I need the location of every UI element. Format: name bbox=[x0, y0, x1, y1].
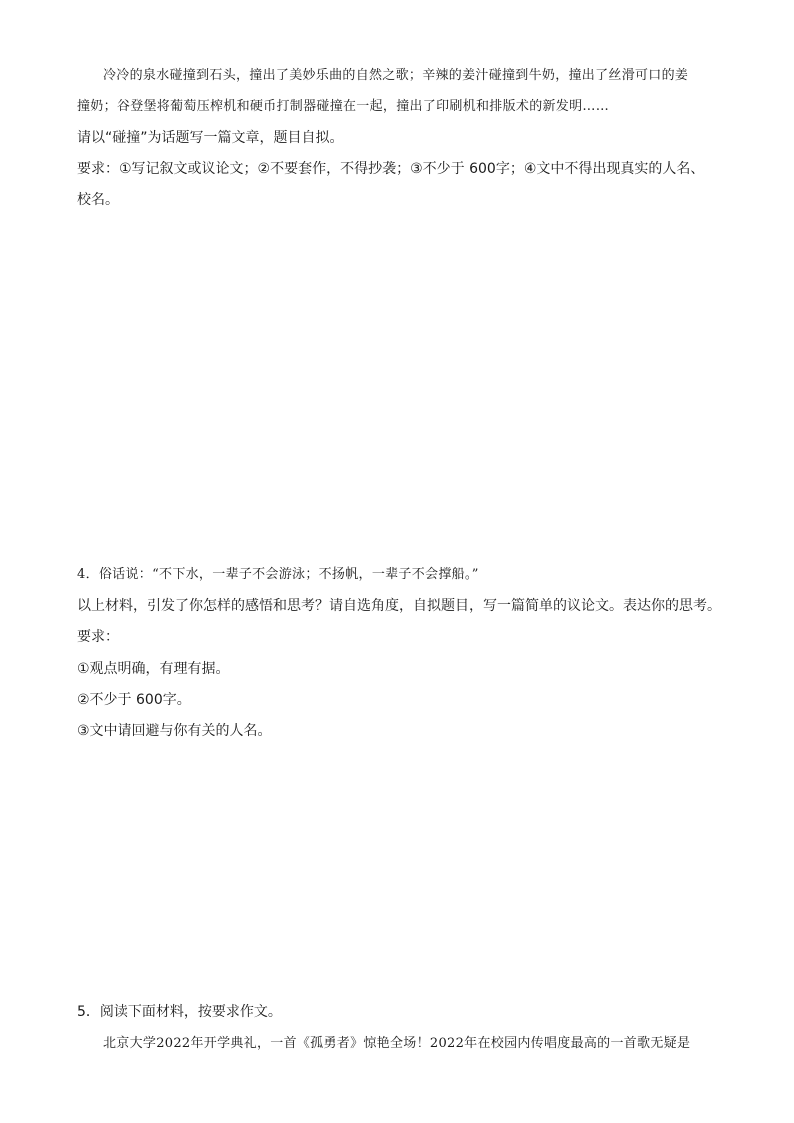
q4-requirement-3: ③文中请回避与你有关的人名。 bbox=[77, 723, 272, 739]
q3-material-line1: 冷冷的泉水碰撞到石头，撞出了美妙乐曲的自然之歌；辛辣的姜汁碰撞到牛奶，撞出了丝滑可口的姜 bbox=[103, 68, 689, 83]
q4-prompt: 以上材料，引发了你怎样的感悟和思考？请自选角度，自拟题目，写一篇简单的议论文。表达你的思考。 bbox=[77, 598, 721, 614]
q3-prompt: 请以“碰撞”为话题写一篇文章，题目自拟。 bbox=[77, 130, 344, 146]
q4-requirement-2: ②不少于 600字。 bbox=[77, 692, 191, 708]
q4-requirement-1: ①观点明确，有理有据。 bbox=[77, 661, 230, 677]
q5-material-line1: 北京大学2022年开学典礼，一首《孤勇者》惊艳全场！2022年在校园内传唱度最高的一首歌无疑是 bbox=[103, 1036, 691, 1051]
q3-material-line2: 撞奶；谷登堡将葡萄压榨机和硬币打制器碰撞在一起，撞出了印刷机和排版术的新发明…… bbox=[77, 99, 610, 114]
q4-heading: 4．俗话说：“不下水，一辈子不会游泳；不扬帆，一辈子不会撑船。” bbox=[77, 567, 479, 582]
q4-requirements-label: 要求： bbox=[77, 629, 119, 645]
q3-requirements-line1: 要求：①写记叙文或议论文；②不要套作，不得抄袭；③不少于 600字；④文中不得出现真实的人名、 bbox=[77, 161, 705, 177]
q5-heading: 5．阅读下面材料，按要求作文。 bbox=[77, 1004, 282, 1020]
q3-requirements-line2: 校名。 bbox=[77, 192, 119, 208]
